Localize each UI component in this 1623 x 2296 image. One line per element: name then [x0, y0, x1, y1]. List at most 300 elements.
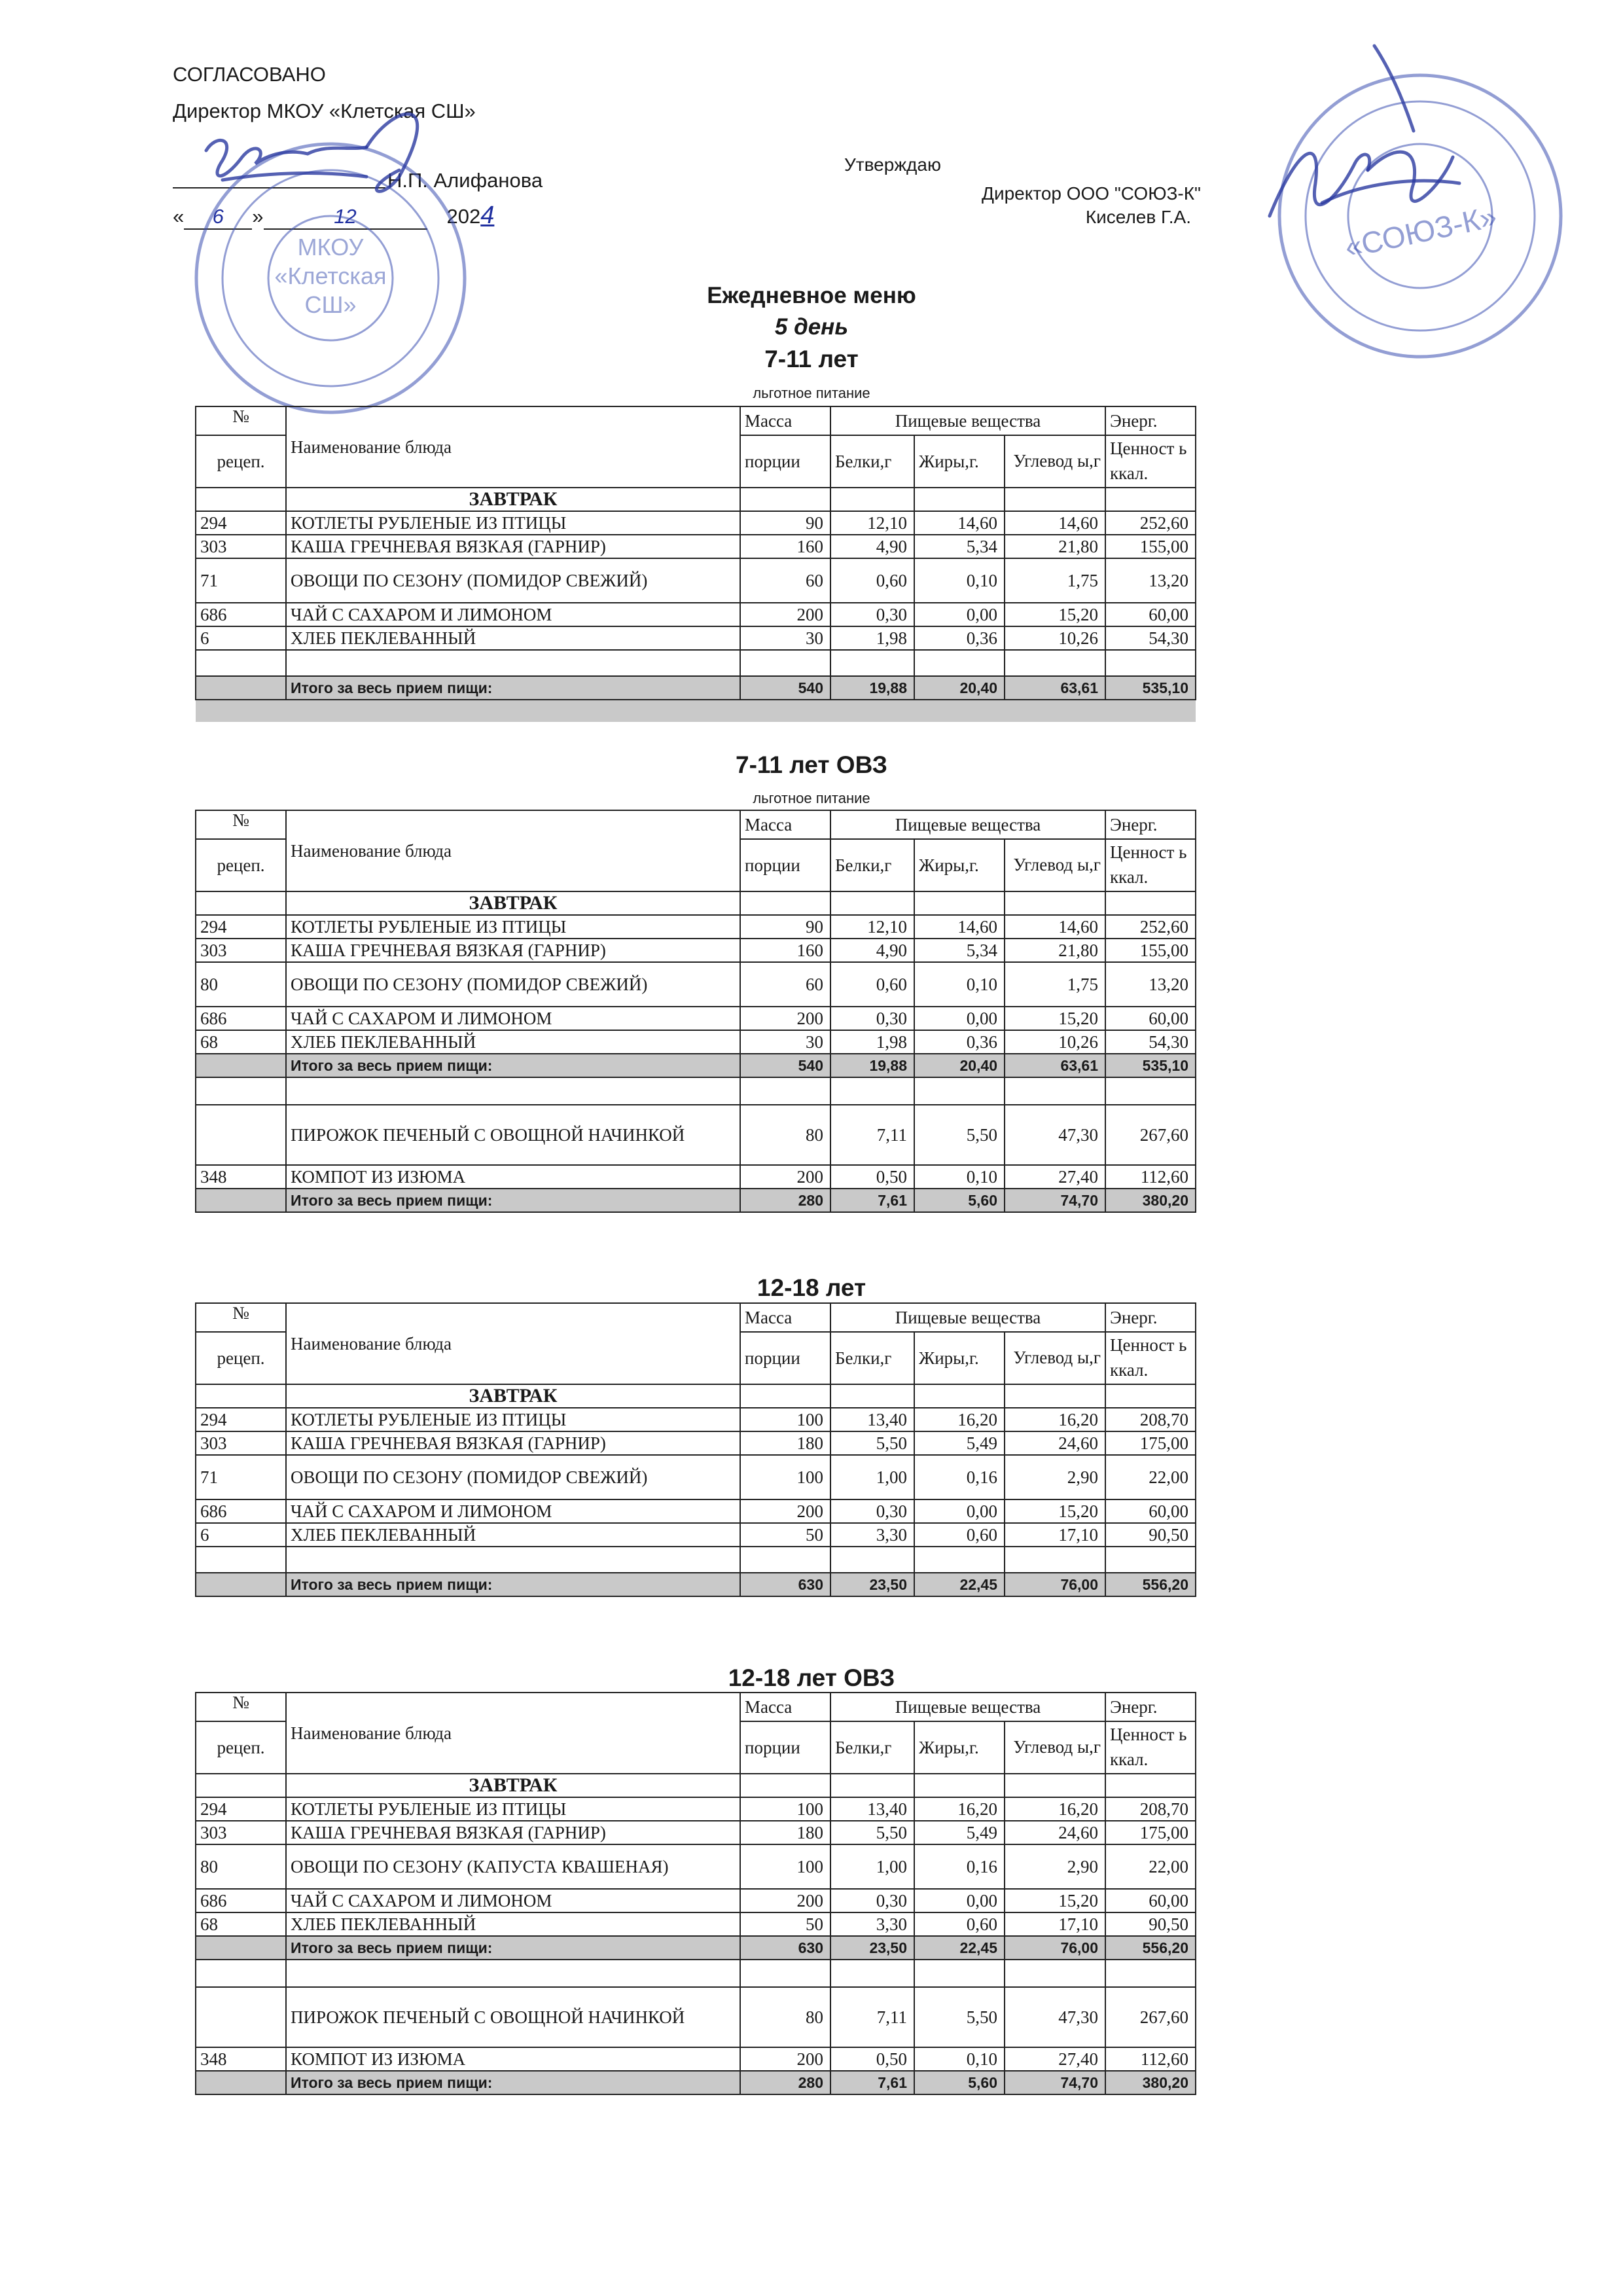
dish-row [196, 1408, 1196, 1431]
table-cell [1005, 650, 1105, 676]
dish-name: КАША ГРЕЧНЕВАЯ ВЯЗКАЯ (ГАРНИР) [286, 939, 740, 962]
dish-recipe-num: 686 [196, 603, 286, 626]
table-cell [914, 1960, 1005, 1987]
total-carbs: 63,61 [1005, 676, 1105, 700]
dish-recipe-num: 686 [196, 1889, 286, 1912]
total-row [196, 1054, 1196, 1077]
dish-carbs: 27,40 [1005, 2047, 1105, 2071]
dish-mass: 80 [740, 1987, 830, 2047]
total-fat: 20,40 [914, 1054, 1005, 1077]
header-row [196, 1693, 1196, 1721]
doc-title: Ежедневное меню [707, 283, 916, 308]
col-header-num-sub: рецеп. [196, 1721, 286, 1774]
dish-protein: 0,30 [830, 1007, 914, 1030]
dish-energy: 13,20 [1105, 962, 1196, 1007]
col-header-mass-sub: порции [740, 839, 830, 891]
dish-carbs: 10,26 [1005, 626, 1105, 650]
blank-row [196, 1077, 1196, 1105]
total-mass: 540 [740, 1054, 830, 1077]
dish-carbs: 15,20 [1005, 1499, 1105, 1523]
dish-energy: 60,00 [1105, 603, 1196, 626]
table-cell [914, 1774, 1005, 1797]
table-cell [740, 1384, 830, 1408]
dish-mass: 50 [740, 1912, 830, 1936]
total-carbs: 76,00 [1005, 1573, 1105, 1596]
dish-mass: 160 [740, 939, 830, 962]
table-cell [196, 1189, 286, 1212]
dish-row [196, 2047, 1196, 2071]
approval-agreed: СОГЛАСОВАНО [173, 63, 326, 86]
total-mass: 630 [740, 1936, 830, 1960]
col-header-fat: Жиры,г. [914, 435, 1005, 488]
dish-fat: 0,36 [914, 1030, 1005, 1054]
blank-row [196, 650, 1196, 676]
dish-protein: 0,30 [830, 1889, 914, 1912]
dish-recipe-num: 348 [196, 2047, 286, 2071]
dish-mass: 180 [740, 1431, 830, 1455]
dish-carbs: 47,30 [1005, 1105, 1105, 1165]
table-cell [914, 488, 1005, 511]
dish-recipe-num: 294 [196, 511, 286, 535]
col-header-num-sub: рецеп. [196, 1332, 286, 1384]
table-cell [286, 1547, 740, 1573]
dish-protein: 13,40 [830, 1408, 914, 1431]
approval-date-day: 6 [184, 205, 252, 230]
total-row [196, 2071, 1196, 2094]
table-cell [1105, 488, 1196, 511]
col-header-num-sub: рецеп. [196, 435, 286, 488]
table-cell [286, 650, 740, 676]
dish-name: КОМПОТ ИЗ ИЗЮМА [286, 2047, 740, 2071]
dish-row [196, 1912, 1196, 1936]
meal-row [196, 1774, 1196, 1797]
approval-date-month: 12 [264, 205, 427, 230]
dish-name: ПИРОЖОК ПЕЧЕНЫЙ С ОВОЩНОЙ НАЧИНКОЙ [286, 1987, 740, 2047]
total-row [196, 1189, 1196, 1212]
dish-name: ЧАЙ С САХАРОМ И ЛИМОНОМ [286, 1499, 740, 1523]
dish-energy: 155,00 [1105, 535, 1196, 558]
table-cell [740, 1547, 830, 1573]
col-header-energy-sub: Ценност ь ккал. [1105, 435, 1196, 488]
table-cell [830, 1547, 914, 1573]
dish-energy: 267,60 [1105, 1987, 1196, 2047]
dish-fat: 14,60 [914, 511, 1005, 535]
total-energy: 380,20 [1105, 2071, 1196, 2094]
col-header-mass-sub: порции [740, 1332, 830, 1384]
dish-energy: 112,60 [1105, 1165, 1196, 1189]
col-header-nutrients: Пищевые вещества [830, 1693, 1105, 1721]
svg-text:«СОЮЗ-К»: «СОЮЗ-К» [1342, 198, 1500, 264]
dish-protein: 12,10 [830, 915, 914, 939]
dish-fat: 0,36 [914, 626, 1005, 650]
section-1-subtitle: льготное питание [753, 385, 870, 401]
dish-energy: 208,70 [1105, 1797, 1196, 1821]
dish-row [196, 1455, 1196, 1499]
dish-recipe-num [196, 1987, 286, 2047]
dish-carbs: 15,20 [1005, 1889, 1105, 1912]
total-row [196, 676, 1196, 700]
dish-carbs: 17,10 [1005, 1523, 1105, 1547]
dish-carbs: 16,20 [1005, 1797, 1105, 1821]
dish-fat: 0,60 [914, 1523, 1005, 1547]
dish-energy: 60,00 [1105, 1007, 1196, 1030]
dish-fat: 0,00 [914, 1889, 1005, 1912]
col-header-fat: Жиры,г. [914, 1721, 1005, 1774]
col-header-carbs: Углевод ы,г [1005, 839, 1105, 891]
table-cell [196, 1960, 286, 1987]
table-cell [196, 650, 286, 676]
total-mass: 280 [740, 1189, 830, 1212]
dish-mass: 60 [740, 962, 830, 1007]
dish-name: КАША ГРЕЧНЕВАЯ ВЯЗКАЯ (ГАРНИР) [286, 1821, 740, 1844]
blank-row [196, 1960, 1196, 1987]
total-protein: 19,88 [830, 1054, 914, 1077]
dish-mass: 200 [740, 1165, 830, 1189]
total-row [196, 1936, 1196, 1960]
total-label: Итого за весь прием пищи: [286, 1189, 740, 1212]
dish-recipe-num: 303 [196, 1821, 286, 1844]
dish-carbs: 24,60 [1005, 1821, 1105, 1844]
header-row [196, 406, 1196, 435]
dish-mass: 30 [740, 1030, 830, 1054]
table-cell [196, 891, 286, 915]
dish-name: ОВОЩИ ПО СЕЗОНУ (КАПУСТА КВАШЕНАЯ) [286, 1844, 740, 1889]
dish-protein: 0,50 [830, 1165, 914, 1189]
total-carbs: 74,70 [1005, 2071, 1105, 2094]
table-cell [1005, 891, 1105, 915]
col-header-mass: Масса [740, 406, 830, 435]
dish-recipe-num: 68 [196, 1912, 286, 1936]
table-cell [914, 891, 1005, 915]
total-fat: 22,45 [914, 1936, 1005, 1960]
col-header-num-sub: рецеп. [196, 839, 286, 891]
blank-row [196, 1547, 1196, 1573]
col-header-nutrients: Пищевые вещества [830, 810, 1105, 839]
total-carbs: 63,61 [1005, 1054, 1105, 1077]
approval-director: Директор МКОУ «Клетская СШ» [173, 99, 476, 122]
dish-recipe-num: 303 [196, 535, 286, 558]
dish-name: КОТЛЕТЫ РУБЛЕНЫЕ ИЗ ПТИЦЫ [286, 511, 740, 535]
col-header-energy: Энерг. [1105, 810, 1196, 839]
col-header-name: Наименование блюда [286, 810, 740, 891]
dish-protein: 0,60 [830, 962, 914, 1007]
approval-date-year-digit: 4 [480, 202, 495, 229]
col-header-nutrients: Пищевые вещества [830, 406, 1105, 435]
dish-fat: 0,00 [914, 1499, 1005, 1523]
total-mass: 280 [740, 2071, 830, 2094]
col-header-energy-sub: Ценност ь ккал. [1105, 1721, 1196, 1774]
dish-energy: 252,60 [1105, 511, 1196, 535]
dish-protein: 1,00 [830, 1844, 914, 1889]
dish-recipe-num [196, 1105, 286, 1165]
section-2-subtitle: льготное питание [753, 790, 870, 806]
col-header-name: Наименование блюда [286, 1303, 740, 1384]
dish-name: КОТЛЕТЫ РУБЛЕНЫЕ ИЗ ПТИЦЫ [286, 1797, 740, 1821]
total-protein: 19,88 [830, 676, 914, 700]
dish-name: ОВОЩИ ПО СЕЗОНУ (ПОМИДОР СВЕЖИЙ) [286, 962, 740, 1007]
dish-name: ХЛЕБ ПЕКЛЕВАННЫЙ [286, 1912, 740, 1936]
meal-row [196, 891, 1196, 915]
dish-recipe-num: 80 [196, 1844, 286, 1889]
dish-name: ЧАЙ С САХАРОМ И ЛИМОНОМ [286, 1889, 740, 1912]
spacer-row [196, 700, 1196, 722]
dish-recipe-num: 294 [196, 1408, 286, 1431]
dish-row [196, 1105, 1196, 1165]
dish-mass: 180 [740, 1821, 830, 1844]
dish-mass: 200 [740, 1499, 830, 1523]
dish-carbs: 21,80 [1005, 939, 1105, 962]
table-cell [740, 1774, 830, 1797]
dish-protein: 1,00 [830, 1455, 914, 1499]
col-header-protein: Белки,г [830, 1332, 914, 1384]
dish-mass: 100 [740, 1797, 830, 1821]
confirm-director: Директор ООО "СОЮЗ-К" [982, 183, 1201, 204]
dish-protein: 1,98 [830, 626, 914, 650]
total-label: Итого за весь прием пищи: [286, 1936, 740, 1960]
table-cell [830, 488, 914, 511]
meal-row [196, 1384, 1196, 1408]
dish-name: ЧАЙ С САХАРОМ И ЛИМОНОМ [286, 603, 740, 626]
col-header-protein: Белки,г [830, 1721, 914, 1774]
col-header-num: № [196, 1303, 286, 1332]
col-header-name: Наименование блюда [286, 1693, 740, 1774]
dish-row [196, 1499, 1196, 1523]
menu-table-7-11-ovz [195, 810, 1196, 1213]
table-cell [1105, 1960, 1196, 1987]
dish-mass: 160 [740, 535, 830, 558]
dish-mass: 200 [740, 603, 830, 626]
dish-energy: 22,00 [1105, 1844, 1196, 1889]
dish-mass: 50 [740, 1523, 830, 1547]
dish-row [196, 511, 1196, 535]
table-cell [914, 1384, 1005, 1408]
dish-mass: 30 [740, 626, 830, 650]
dish-row [196, 1431, 1196, 1455]
dish-energy: 90,50 [1105, 1523, 1196, 1547]
col-header-fat: Жиры,г. [914, 839, 1005, 891]
dish-carbs: 16,20 [1005, 1408, 1105, 1431]
dish-protein: 5,50 [830, 1821, 914, 1844]
col-header-energy: Энерг. [1105, 1693, 1196, 1721]
total-carbs: 74,70 [1005, 1189, 1105, 1212]
dish-fat: 5,34 [914, 535, 1005, 558]
table-cell [1005, 488, 1105, 511]
table-cell [196, 700, 1196, 722]
dish-fat: 0,00 [914, 1007, 1005, 1030]
table-cell [196, 1077, 286, 1105]
table-cell [740, 1960, 830, 1987]
dish-carbs: 15,20 [1005, 603, 1105, 626]
dish-name: КОМПОТ ИЗ ИЗЮМА [286, 1165, 740, 1189]
dish-row [196, 1030, 1196, 1054]
table-cell [1005, 1077, 1105, 1105]
dish-protein: 1,98 [830, 1030, 914, 1054]
dish-row [196, 1844, 1196, 1889]
table-cell [1105, 1077, 1196, 1105]
table-cell [196, 488, 286, 511]
dish-carbs: 1,75 [1005, 962, 1105, 1007]
dish-mass: 100 [740, 1408, 830, 1431]
total-label: Итого за весь прием пищи: [286, 1054, 740, 1077]
dish-recipe-num: 348 [196, 1165, 286, 1189]
table-cell [196, 676, 286, 700]
dish-protein: 4,90 [830, 535, 914, 558]
dish-mass: 200 [740, 1889, 830, 1912]
table-cell [914, 650, 1005, 676]
approval-date-year: 202 [446, 205, 481, 228]
total-fat: 5,60 [914, 2071, 1005, 2094]
total-energy: 380,20 [1105, 1189, 1196, 1212]
dish-mass: 200 [740, 2047, 830, 2071]
meal-label: ЗАВТРАК [286, 1384, 740, 1408]
dish-name: ОВОЩИ ПО СЕЗОНУ (ПОМИДОР СВЕЖИЙ) [286, 1455, 740, 1499]
dish-fat: 5,50 [914, 1987, 1005, 2047]
dish-carbs: 24,60 [1005, 1431, 1105, 1455]
dish-recipe-num: 6 [196, 1523, 286, 1547]
dish-carbs: 10,26 [1005, 1030, 1105, 1054]
col-header-name: Наименование блюда [286, 406, 740, 488]
dish-row [196, 939, 1196, 962]
dish-recipe-num: 71 [196, 558, 286, 603]
dish-row [196, 962, 1196, 1007]
total-energy: 556,20 [1105, 1936, 1196, 1960]
total-energy: 556,20 [1105, 1573, 1196, 1596]
col-header-mass: Масса [740, 1303, 830, 1332]
meal-label: ЗАВТРАК [286, 1774, 740, 1797]
col-header-num: № [196, 810, 286, 839]
table-cell [196, 1936, 286, 1960]
dish-protein: 3,30 [830, 1523, 914, 1547]
col-header-mass: Масса [740, 810, 830, 839]
total-protein: 23,50 [830, 1573, 914, 1596]
dish-recipe-num: 303 [196, 1431, 286, 1455]
dish-row [196, 535, 1196, 558]
dish-name: ХЛЕБ ПЕКЛЕВАННЫЙ [286, 1030, 740, 1054]
dish-name: ЧАЙ С САХАРОМ И ЛИМОНОМ [286, 1007, 740, 1030]
header-row [196, 810, 1196, 839]
total-protein: 7,61 [830, 2071, 914, 2094]
dish-fat: 0,16 [914, 1844, 1005, 1889]
table-cell [740, 891, 830, 915]
total-fat: 22,45 [914, 1573, 1005, 1596]
table-cell [1105, 1774, 1196, 1797]
dish-energy: 13,20 [1105, 558, 1196, 603]
confirm-name: Киселев Г.А. [1085, 207, 1191, 227]
dish-energy: 267,60 [1105, 1105, 1196, 1165]
table-cell [1105, 891, 1196, 915]
dish-mass: 100 [740, 1455, 830, 1499]
dish-row [196, 915, 1196, 939]
col-header-energy-sub: Ценност ь ккал. [1105, 1332, 1196, 1384]
dish-carbs: 2,90 [1005, 1455, 1105, 1499]
dish-name: КАША ГРЕЧНЕВАЯ ВЯЗКАЯ (ГАРНИР) [286, 1431, 740, 1455]
table-cell [1005, 1547, 1105, 1573]
dish-protein: 7,11 [830, 1987, 914, 2047]
col-header-carbs: Углевод ы,г [1005, 1332, 1105, 1384]
table-cell [740, 488, 830, 511]
svg-text:МКОУ: МКОУ [297, 234, 364, 260]
dish-name: ХЛЕБ ПЕКЛЕВАННЫЙ [286, 1523, 740, 1547]
dish-energy: 90,50 [1105, 1912, 1196, 1936]
dish-energy: 112,60 [1105, 2047, 1196, 2071]
dish-protein: 0,60 [830, 558, 914, 603]
doc-day: 5 день [774, 314, 849, 340]
total-label: Итого за весь прием пищи: [286, 676, 740, 700]
table-cell [196, 1774, 286, 1797]
dish-recipe-num: 6 [196, 626, 286, 650]
menu-table-12-18 [195, 1302, 1196, 1597]
dish-protein: 5,50 [830, 1431, 914, 1455]
dish-energy: 54,30 [1105, 626, 1196, 650]
dish-protein: 0,30 [830, 1499, 914, 1523]
total-protein: 7,61 [830, 1189, 914, 1212]
section-1-title: 7-11 лет [764, 346, 859, 372]
header-row [196, 1303, 1196, 1332]
dish-protein: 0,30 [830, 603, 914, 626]
table-cell [286, 1960, 740, 1987]
dish-recipe-num: 294 [196, 915, 286, 939]
total-fat: 5,60 [914, 1189, 1005, 1212]
table-cell [1105, 650, 1196, 676]
col-header-energy: Энерг. [1105, 406, 1196, 435]
dish-carbs: 14,60 [1005, 511, 1105, 535]
table-cell [1005, 1384, 1105, 1408]
table-cell [1005, 1774, 1105, 1797]
dish-mass: 100 [740, 1844, 830, 1889]
table-cell [830, 1077, 914, 1105]
table-cell [830, 1774, 914, 1797]
dish-fat: 5,49 [914, 1821, 1005, 1844]
approval-date-open: « [173, 205, 185, 228]
dish-fat: 5,34 [914, 939, 1005, 962]
confirm-label: Утверждаю [844, 154, 941, 175]
col-header-num: № [196, 406, 286, 435]
table-cell [830, 1384, 914, 1408]
dish-fat: 0,10 [914, 558, 1005, 603]
dish-carbs: 17,10 [1005, 1912, 1105, 1936]
table-cell [740, 1077, 830, 1105]
dish-recipe-num: 71 [196, 1455, 286, 1499]
dish-name: КОТЛЕТЫ РУБЛЕНЫЕ ИЗ ПТИЦЫ [286, 1408, 740, 1431]
total-protein: 23,50 [830, 1936, 914, 1960]
dish-protein: 0,50 [830, 2047, 914, 2071]
table-cell [196, 1573, 286, 1596]
dish-mass: 80 [740, 1105, 830, 1165]
col-header-num: № [196, 1693, 286, 1721]
dish-fat: 0,00 [914, 603, 1005, 626]
table-cell [830, 1960, 914, 1987]
total-carbs: 76,00 [1005, 1936, 1105, 1960]
svg-text:СШ»: СШ» [304, 291, 357, 318]
col-header-protein: Белки,г [830, 839, 914, 891]
dish-fat: 5,49 [914, 1431, 1005, 1455]
dish-protein: 7,11 [830, 1105, 914, 1165]
dish-energy: 22,00 [1105, 1455, 1196, 1499]
dish-fat: 0,10 [914, 1165, 1005, 1189]
dish-fat: 0,10 [914, 2047, 1005, 2071]
table-cell [196, 1547, 286, 1573]
table-cell [1105, 1547, 1196, 1573]
total-label: Итого за весь прием пищи: [286, 1573, 740, 1596]
dish-name: КАША ГРЕЧНЕВАЯ ВЯЗКАЯ (ГАРНИР) [286, 535, 740, 558]
table-cell [914, 1547, 1005, 1573]
dish-name: ОВОЩИ ПО СЕЗОНУ (ПОМИДОР СВЕЖИЙ) [286, 558, 740, 603]
total-row [196, 1573, 1196, 1596]
dish-carbs: 27,40 [1005, 1165, 1105, 1189]
dish-carbs: 14,60 [1005, 915, 1105, 939]
menu-table-7-11 [195, 406, 1196, 722]
dish-carbs: 2,90 [1005, 1844, 1105, 1889]
